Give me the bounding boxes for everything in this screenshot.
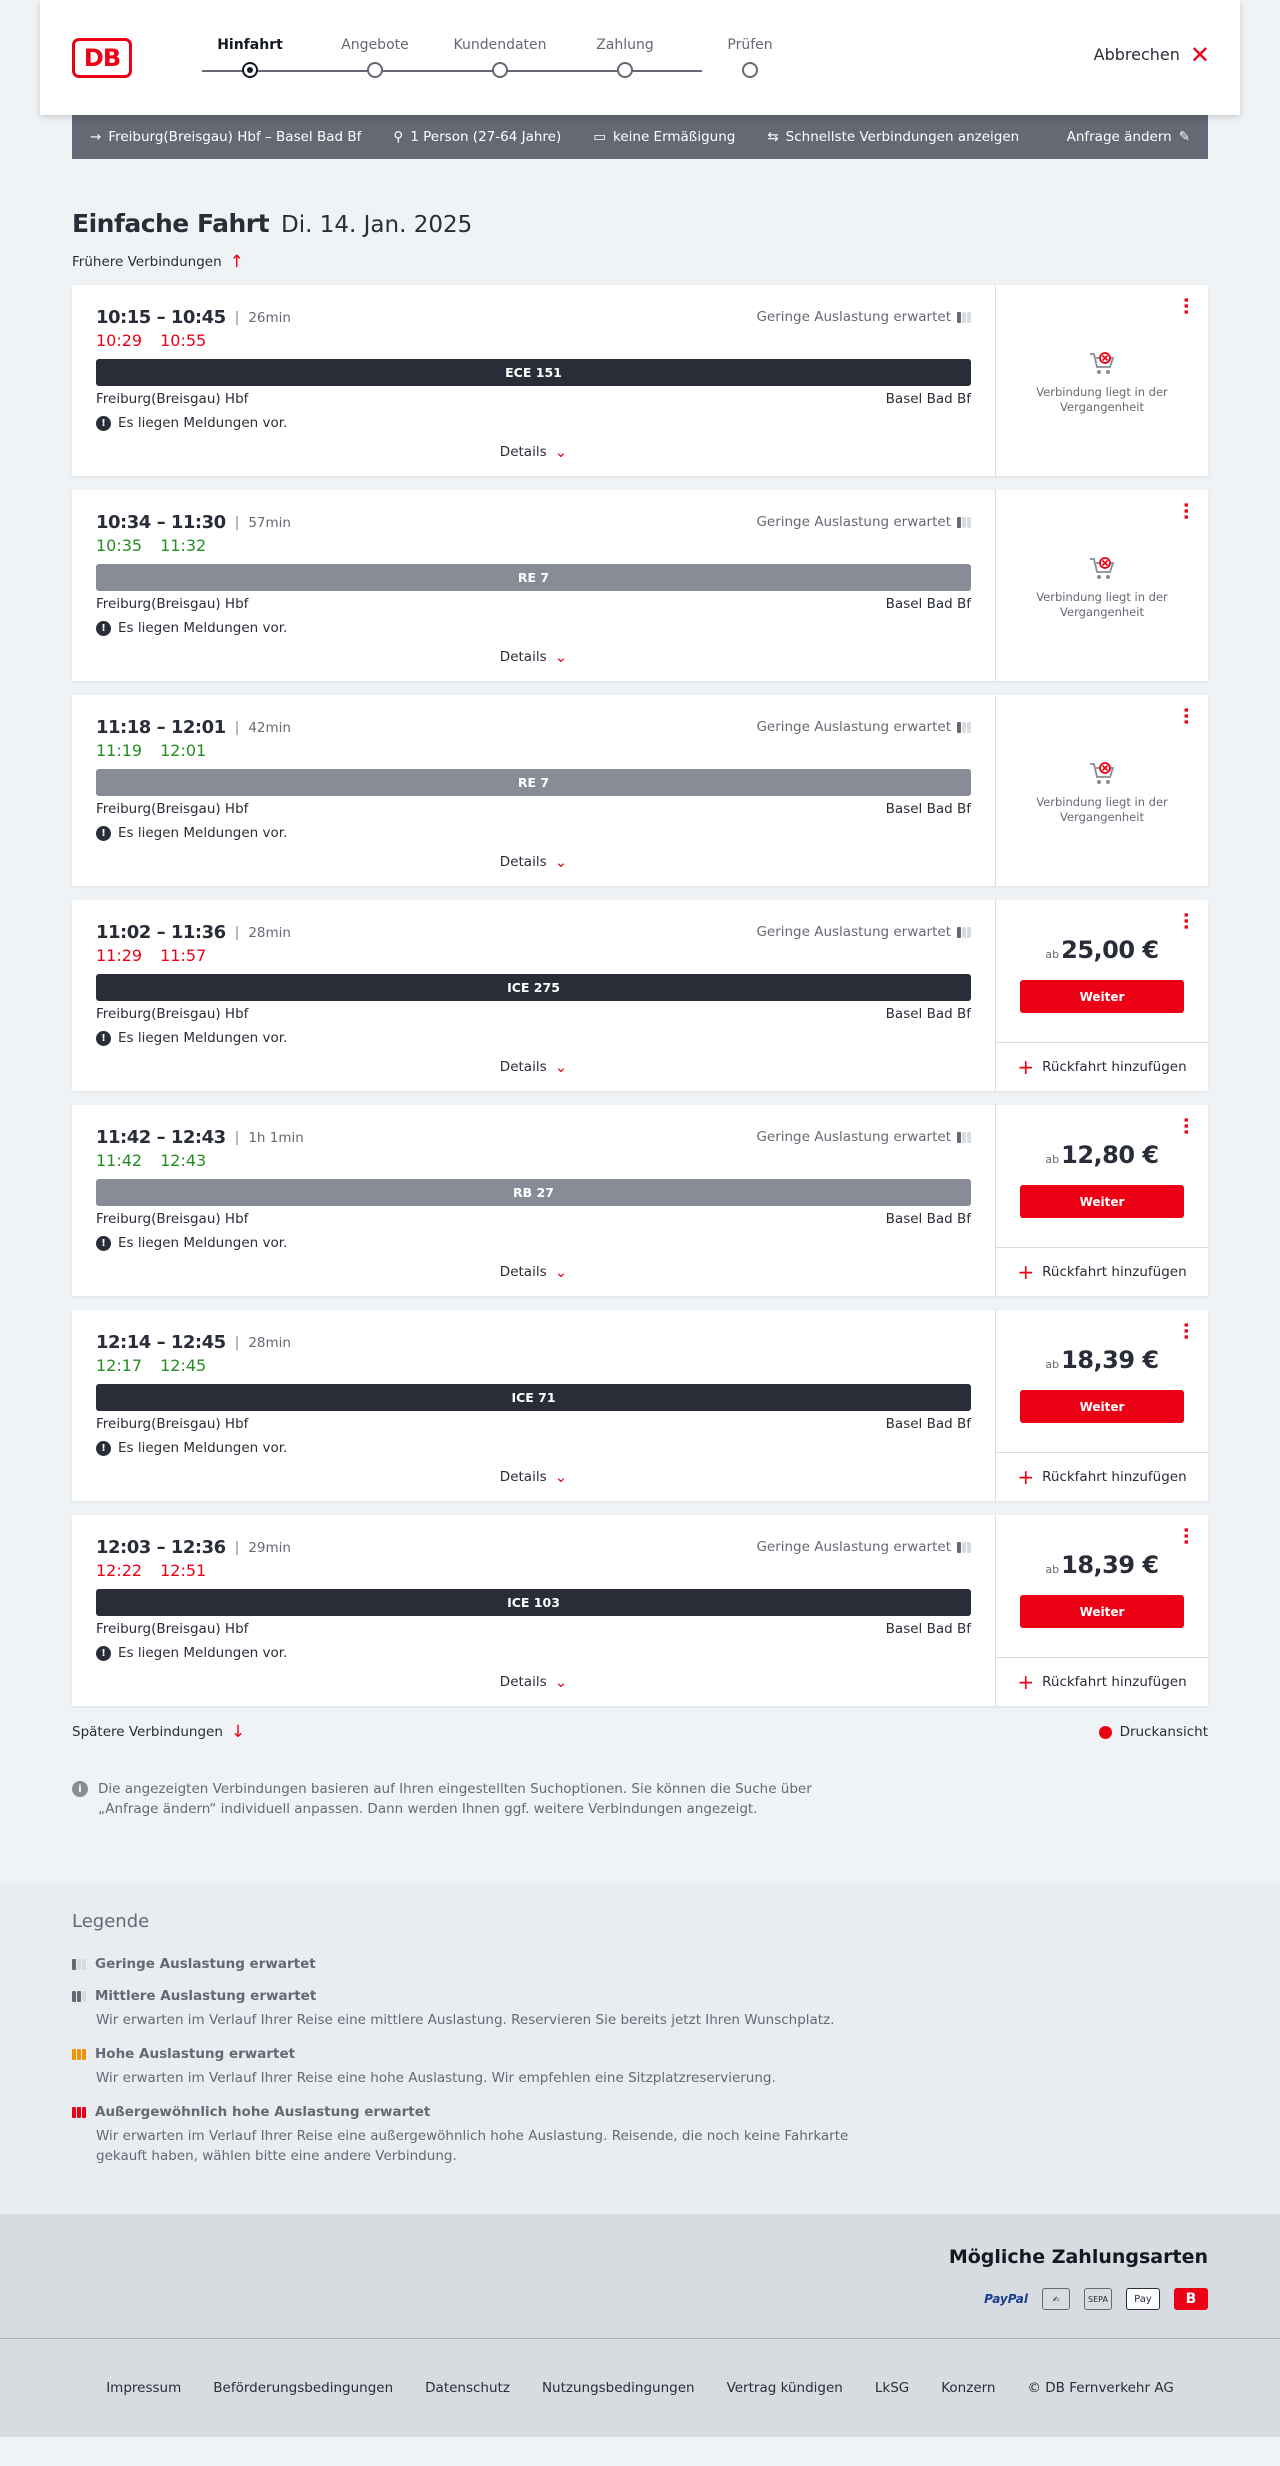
connection-card[interactable] (72, 1515, 1208, 1706)
details-label: Details (499, 1469, 547, 1485)
footer-link-konzern[interactable]: Konzern (941, 2380, 996, 2396)
connection-main (72, 900, 995, 1091)
train-bar[interactable]: ICE 71 (96, 1384, 971, 1411)
chevron-down-icon: ⌄ (554, 443, 568, 461)
details-label: Details (499, 1674, 547, 1690)
step-dot (492, 62, 508, 78)
add-return-trip-button[interactable] (996, 1042, 1208, 1091)
destination-station: Basel Bad Bf (885, 1006, 971, 1022)
notice (96, 620, 971, 636)
utilization-info (756, 514, 971, 530)
notice-text: Es liegen Meldungen vor. (118, 825, 288, 841)
step-label: Prüfen (727, 37, 773, 53)
footer (0, 2339, 1280, 2437)
page-title (72, 209, 1208, 238)
plus-icon: + (1017, 1670, 1035, 1694)
price-value: 25,00 € (1061, 936, 1159, 964)
duration: 29min (248, 1539, 291, 1556)
price-value: 12,80 € (1061, 1141, 1159, 1169)
step-angebote (320, 34, 430, 78)
price-value: 18,39 € (1061, 1551, 1159, 1579)
utilization-info (756, 309, 971, 325)
step-hinfahrt (195, 34, 305, 78)
paypal-icon: PayPal (984, 2292, 1028, 2306)
destination-station: Basel Bad Bf (885, 1621, 971, 1637)
more-options-icon[interactable]: ⋯ (1175, 297, 1196, 315)
step-kundendaten (445, 34, 555, 78)
footer-link-datenschutz[interactable]: Datenschutz (425, 2380, 510, 2396)
planned-times: 12:03 – 12:36 (96, 1537, 226, 1558)
earlier-label: Frühere Verbindungen (72, 254, 222, 270)
exclamation-icon: ! (96, 826, 111, 841)
duration: 28min (248, 1334, 291, 1351)
destination-station: Basel Bad Bf (885, 391, 971, 407)
stations (96, 1006, 971, 1022)
utilization-icon (957, 312, 971, 323)
fastest-text: Schnellste Verbindungen anzeigen (785, 129, 1020, 145)
chevron-down-icon: ⌄ (554, 853, 568, 871)
train-bar[interactable]: ECE 151 (96, 359, 971, 386)
exclamation-icon: ! (96, 1646, 111, 1661)
details-toggle[interactable] (72, 1673, 995, 1691)
realtime-arrival: 12:45 (160, 1356, 207, 1375)
duration: 28min (248, 924, 291, 941)
price-prefix: ab (1045, 948, 1060, 961)
step-zahlung (570, 34, 680, 78)
realtime-arrival: 10:55 (160, 331, 207, 350)
destination-station: Basel Bad Bf (885, 801, 971, 817)
chevron-down-icon: ⌄ (554, 1673, 568, 1691)
separator: | (234, 1539, 240, 1556)
card-icon: ▭ (593, 129, 606, 145)
legend-text: Wir erwarten im Verlauf Ihrer Reise eine außergewöhnlich hohe Auslastung. Reisende, die noch keine Fahrkarte gekauft haben, wählen bitte eine andere Verbindung. (96, 2128, 849, 2164)
notice-text: Es liegen Meldungen vor. (118, 1440, 288, 1456)
realtime-departure: 10:29 (96, 331, 143, 350)
price-prefix: ab (1045, 1153, 1060, 1166)
realtime-departure: 11:29 (96, 946, 143, 965)
realtime-times (96, 946, 971, 965)
arrow-up-icon: ↑ (229, 252, 244, 272)
cancel-label: Abbrechen (1093, 45, 1180, 64)
db-payment-icon: B (1174, 2288, 1208, 2310)
continue-button[interactable]: Weiter (1020, 1595, 1184, 1628)
utilization-icon (957, 1132, 971, 1143)
footer-link-lksg[interactable]: LkSG (874, 2380, 910, 2396)
price (996, 1141, 1208, 1169)
pencil-icon: ✎ (1178, 129, 1190, 145)
train-bar[interactable]: ICE 103 (96, 1589, 971, 1616)
edit-search-button[interactable] (1067, 129, 1190, 145)
planned-times: 12:14 – 12:45 (96, 1332, 226, 1353)
stations (96, 1621, 971, 1637)
more-options-icon[interactable]: ⋯ (1175, 912, 1196, 930)
legend-label: Außergewöhnlich hohe Auslastung erwartet (95, 2104, 431, 2120)
origin-station: Freiburg(Breisgau) Hbf (96, 391, 249, 407)
db-logo[interactable]: DB (72, 38, 132, 78)
route-summary[interactable] (90, 129, 361, 145)
exclamation-icon: ! (96, 416, 111, 431)
notice-text: Es liegen Meldungen vor. (118, 1235, 288, 1251)
planned-times: 11:18 – 12:01 (96, 717, 226, 738)
search-summary-bar (72, 115, 1208, 159)
later-connections-link[interactable] (72, 1722, 245, 1742)
past-connection-note (996, 757, 1208, 825)
separator: | (234, 924, 240, 941)
connection-card[interactable] (72, 900, 1208, 1091)
utilization-text: Geringe Auslastung erwartet (756, 719, 951, 735)
step-pruefen (695, 34, 805, 78)
realtime-arrival: 11:32 (160, 536, 207, 555)
legend-text: Wir erwarten im Verlauf Ihrer Reise eine hohe Auslastung. Wir empfehlen eine Sitzplatzreservierung. (96, 2070, 776, 2086)
step-dot (242, 62, 258, 78)
realtime-times (96, 741, 971, 760)
footer-link-befoerderungsbedingungen[interactable]: Beförderungsbedingungen (213, 2380, 394, 2396)
realtime-times (96, 1561, 971, 1580)
separator: | (234, 309, 240, 326)
connection-card[interactable] (72, 285, 1208, 476)
notice-text: Es liegen Meldungen vor. (118, 1645, 288, 1661)
payment-icons (72, 2288, 1208, 2310)
price (996, 1346, 1208, 1374)
price-prefix: ab (1045, 1358, 1060, 1371)
legend-title: Legende (72, 1911, 150, 1932)
chevron-down-icon: ⌄ (554, 1468, 568, 1486)
utilization-info (756, 1539, 971, 1555)
details-toggle[interactable] (72, 1468, 995, 1486)
swap-icon: ⇆ (767, 129, 779, 145)
cancel-button[interactable] (1093, 40, 1210, 69)
step-label: Hinfahrt (217, 37, 283, 53)
realtime-departure: 10:35 (96, 536, 143, 555)
stations (96, 1416, 971, 1432)
utilization-text: Geringe Auslastung erwartet (756, 924, 951, 940)
utilization-text: Geringe Auslastung erwartet (756, 514, 951, 530)
connection-main (72, 695, 995, 886)
return-label: Rückfahrt hinzufügen (1042, 1469, 1187, 1485)
utilization-icon (957, 1542, 971, 1553)
footer-link-nutzungsbedingungen[interactable]: Nutzungsbedingungen (541, 2380, 695, 2396)
legend-item-low (72, 1956, 1208, 1972)
connection-list (0, 285, 1280, 1706)
origin-station: Freiburg(Breisgau) Hbf (96, 801, 249, 817)
connection-main (72, 1515, 995, 1706)
realtime-departure: 12:17 (96, 1356, 143, 1375)
close-icon: ✕ (1189, 40, 1210, 69)
print-label: Druckansicht (1119, 1724, 1208, 1740)
train-bar[interactable]: ICE 275 (96, 974, 971, 1001)
realtime-times (96, 331, 971, 350)
legend-label: Geringe Auslastung erwartet (95, 1956, 316, 1972)
legend-label: Hohe Auslastung erwartet (95, 2046, 296, 2062)
connection-main (72, 490, 995, 681)
cart-unavailable-icon (1086, 757, 1118, 789)
utilization-icon (957, 927, 971, 938)
legend (0, 1881, 1280, 2214)
realtime-departure: 11:19 (96, 741, 143, 760)
info-icon: i (72, 1781, 88, 1797)
medium-utilization-icon (72, 1991, 86, 2002)
destination-station: Basel Bad Bf (885, 1416, 971, 1432)
separator: | (234, 514, 240, 531)
duration: 1h 1min (248, 1129, 304, 1146)
notice-text: Es liegen Meldungen vor. (118, 1030, 288, 1046)
offer-panel (995, 285, 1208, 476)
return-label: Rückfahrt hinzufügen (1042, 1674, 1187, 1690)
plus-icon: + (1017, 1465, 1035, 1489)
continue-button[interactable]: Weiter (1020, 1185, 1184, 1218)
past-connection-note (996, 552, 1208, 620)
separator: | (234, 719, 240, 736)
notice (96, 825, 971, 841)
details-toggle[interactable] (72, 1263, 995, 1281)
utilization-icon (957, 517, 971, 528)
print-icon (1099, 1726, 1112, 1739)
planned-times: 10:15 – 10:45 (96, 307, 226, 328)
step-dot (617, 62, 633, 78)
direct-debit-icon: ✍ (1042, 2288, 1070, 2310)
payment-methods (0, 2214, 1280, 2339)
utilization-text: Geringe Auslastung erwartet (756, 1129, 951, 1145)
sepa-icon: SEPA (1084, 2288, 1112, 2310)
footer-link-vertrag-kuendigen[interactable]: Vertrag kündigen (726, 2380, 843, 2396)
cart-unavailable-icon (1086, 347, 1118, 379)
connection-card[interactable] (72, 1310, 1208, 1501)
train-bar[interactable]: RE 7 (96, 769, 971, 796)
details-label: Details (499, 854, 547, 870)
offer-panel (995, 1105, 1208, 1296)
more-options-icon[interactable]: ⋯ (1175, 1322, 1196, 1340)
legend-label: Mittlere Auslastung erwartet (95, 1988, 317, 2004)
travel-date: Di. 14. Jan. 2025 (281, 212, 473, 238)
realtime-departure: 11:42 (96, 1151, 143, 1170)
stations (96, 596, 971, 612)
utilization-info (756, 924, 971, 940)
add-return-trip-button[interactable] (996, 1657, 1208, 1706)
connection-card[interactable] (72, 695, 1208, 886)
realtime-arrival: 12:43 (160, 1151, 207, 1170)
connection-main (72, 1310, 995, 1501)
planned-times: 10:34 – 11:30 (96, 512, 226, 533)
more-options-icon[interactable]: ⋯ (1175, 707, 1196, 725)
details-label: Details (499, 444, 547, 460)
stations (96, 391, 971, 407)
exclamation-icon: ! (96, 621, 111, 636)
notice-text: Es liegen Meldungen vor. (118, 415, 288, 431)
step-dot (742, 62, 758, 78)
realtime-departure: 12:22 (96, 1561, 143, 1580)
route-text: Freiburg(Breisgau) Hbf – Basel Bad Bf (108, 129, 362, 145)
details-label: Details (499, 649, 547, 665)
continue-button[interactable]: Weiter (1020, 1390, 1184, 1423)
results-footer (72, 1722, 1208, 1742)
fastest-toggle[interactable] (767, 129, 1019, 145)
arrow-right-icon: → (90, 129, 102, 145)
origin-station: Freiburg(Breisgau) Hbf (96, 1211, 249, 1227)
discount-summary[interactable] (593, 129, 735, 145)
earlier-connections-link[interactable] (72, 252, 1208, 272)
details-toggle[interactable] (72, 443, 995, 461)
chevron-down-icon: ⌄ (554, 1263, 568, 1281)
more-options-icon[interactable]: ⋯ (1175, 1527, 1196, 1545)
notice (96, 1440, 971, 1456)
plus-icon: + (1017, 1055, 1035, 1079)
price (996, 1551, 1208, 1579)
price-prefix: ab (1045, 1563, 1060, 1576)
step-label: Zahlung (596, 37, 654, 53)
origin-station: Freiburg(Breisgau) Hbf (96, 596, 249, 612)
destination-station: Basel Bad Bf (885, 1211, 971, 1227)
origin-station: Freiburg(Breisgau) Hbf (96, 1006, 249, 1022)
add-return-trip-button[interactable] (996, 1452, 1208, 1501)
origin-station: Freiburg(Breisgau) Hbf (96, 1621, 249, 1637)
info-note (72, 1779, 852, 1819)
notice (96, 415, 971, 431)
details-toggle[interactable] (72, 648, 995, 666)
legend-text: Wir erwarten im Verlauf Ihrer Reise eine mittlere Auslastung. Reservieren Sie bereits jetzt Ihren Wunschplatz. (96, 2012, 835, 2028)
connection-main (72, 1105, 995, 1296)
price-value: 18,39 € (1061, 1346, 1159, 1374)
realtime-times (96, 1151, 971, 1170)
return-label: Rückfahrt hinzufügen (1042, 1264, 1187, 1280)
past-text: Verbindung liegt in der Vergangenheit (1036, 385, 1168, 414)
header (40, 0, 1240, 115)
utilization-icon (957, 722, 971, 733)
connection-main (72, 285, 995, 476)
stations (96, 801, 971, 817)
more-options-icon[interactable]: ⋯ (1175, 1117, 1196, 1135)
edit-text: Anfrage ändern (1066, 129, 1172, 145)
origin-station: Freiburg(Breisgau) Hbf (96, 1416, 249, 1432)
step-label: Kundendaten (453, 37, 547, 53)
arrow-down-icon: ↓ (230, 1722, 246, 1742)
connection-card[interactable] (72, 490, 1208, 681)
planned-times: 11:02 – 11:36 (96, 922, 226, 943)
continue-button[interactable]: Weiter (1020, 980, 1184, 1013)
train-bar[interactable]: RE 7 (96, 564, 971, 591)
train-bar[interactable]: RB 27 (96, 1179, 971, 1206)
person-icon: ⚲ (393, 129, 404, 145)
footer-copyright: © DB Fernverkehr AG (1027, 2380, 1174, 2396)
offer-panel (995, 490, 1208, 681)
exclamation-icon: ! (96, 1031, 111, 1046)
realtime-arrival: 12:01 (160, 741, 207, 760)
utilization-info (756, 1129, 971, 1145)
step-dot (367, 62, 383, 78)
past-connection-note (996, 347, 1208, 415)
offer-panel (995, 900, 1208, 1091)
discount-text: keine Ermäßigung (613, 129, 736, 145)
past-text: Verbindung liegt in der Vergangenheit (1036, 590, 1168, 619)
duration: 26min (248, 309, 291, 326)
legend-item-medium (72, 1988, 1208, 2030)
details-label: Details (499, 1059, 547, 1075)
offer-panel (995, 1310, 1208, 1501)
planned-times: 11:42 – 12:43 (96, 1127, 226, 1148)
add-return-trip-button[interactable] (996, 1247, 1208, 1296)
details-toggle[interactable] (72, 1058, 995, 1076)
high-utilization-icon (72, 2049, 86, 2060)
progress-stepper (180, 34, 773, 84)
extreme-utilization-icon (72, 2107, 86, 2118)
utilization-text: Geringe Auslastung erwartet (756, 309, 951, 325)
notice-text: Es liegen Meldungen vor. (118, 620, 288, 636)
chevron-down-icon: ⌄ (554, 648, 568, 666)
duration: 42min (248, 719, 291, 736)
notice (96, 1645, 971, 1661)
notice (96, 1235, 971, 1251)
stations (96, 1211, 971, 1227)
passenger-text: 1 Person (27-64 Jahre) (410, 129, 562, 145)
apple-pay-icon: Pay (1126, 2288, 1160, 2310)
trip-type-heading: Einfache Fahrt (72, 209, 270, 238)
passenger-summary[interactable] (393, 129, 561, 145)
legend-item-extreme (72, 2104, 1208, 2166)
offer-panel (995, 695, 1208, 886)
utilization-text: Geringe Auslastung erwartet (756, 1539, 951, 1555)
info-text: Die angezeigten Verbindungen basieren auf Ihren eingestellten Suchoptionen. Sie können die Suche über „Anfrage ändern“ individuell anpassen. Dann werden Ihnen ggf. weitere Verbindungen angezeigt. (98, 1781, 812, 1817)
chevron-down-icon: ⌄ (554, 1058, 568, 1076)
payment-title: Mögliche Zahlungsarten (948, 2246, 1208, 2268)
realtime-arrival: 11:57 (160, 946, 207, 965)
connection-card[interactable] (72, 1105, 1208, 1296)
more-options-icon[interactable]: ⋯ (1175, 502, 1196, 520)
exclamation-icon: ! (96, 1236, 111, 1251)
step-label: Angebote (341, 37, 409, 53)
footer-link-impressum[interactable]: Impressum (106, 2380, 182, 2396)
realtime-times (96, 536, 971, 555)
later-label: Spätere Verbindungen (72, 1724, 223, 1740)
cart-unavailable-icon (1086, 552, 1118, 584)
return-label: Rückfahrt hinzufügen (1042, 1059, 1187, 1075)
exclamation-icon: ! (96, 1441, 111, 1456)
destination-station: Basel Bad Bf (885, 596, 971, 612)
past-text: Verbindung liegt in der Vergangenheit (1036, 795, 1168, 824)
separator: | (234, 1129, 240, 1146)
notice (96, 1030, 971, 1046)
realtime-times (96, 1356, 971, 1375)
duration: 57min (248, 514, 291, 531)
low-utilization-icon (72, 1959, 86, 1970)
details-label: Details (499, 1264, 547, 1280)
realtime-arrival: 12:51 (160, 1561, 207, 1580)
price (996, 936, 1208, 964)
plus-icon: + (1017, 1260, 1035, 1284)
utilization-info (756, 719, 971, 735)
offer-panel (995, 1515, 1208, 1706)
details-toggle[interactable] (72, 853, 995, 871)
print-view-link[interactable] (1099, 1724, 1208, 1740)
legend-item-high (72, 2046, 1208, 2088)
separator: | (234, 1334, 240, 1351)
schedule-times (96, 1332, 971, 1353)
